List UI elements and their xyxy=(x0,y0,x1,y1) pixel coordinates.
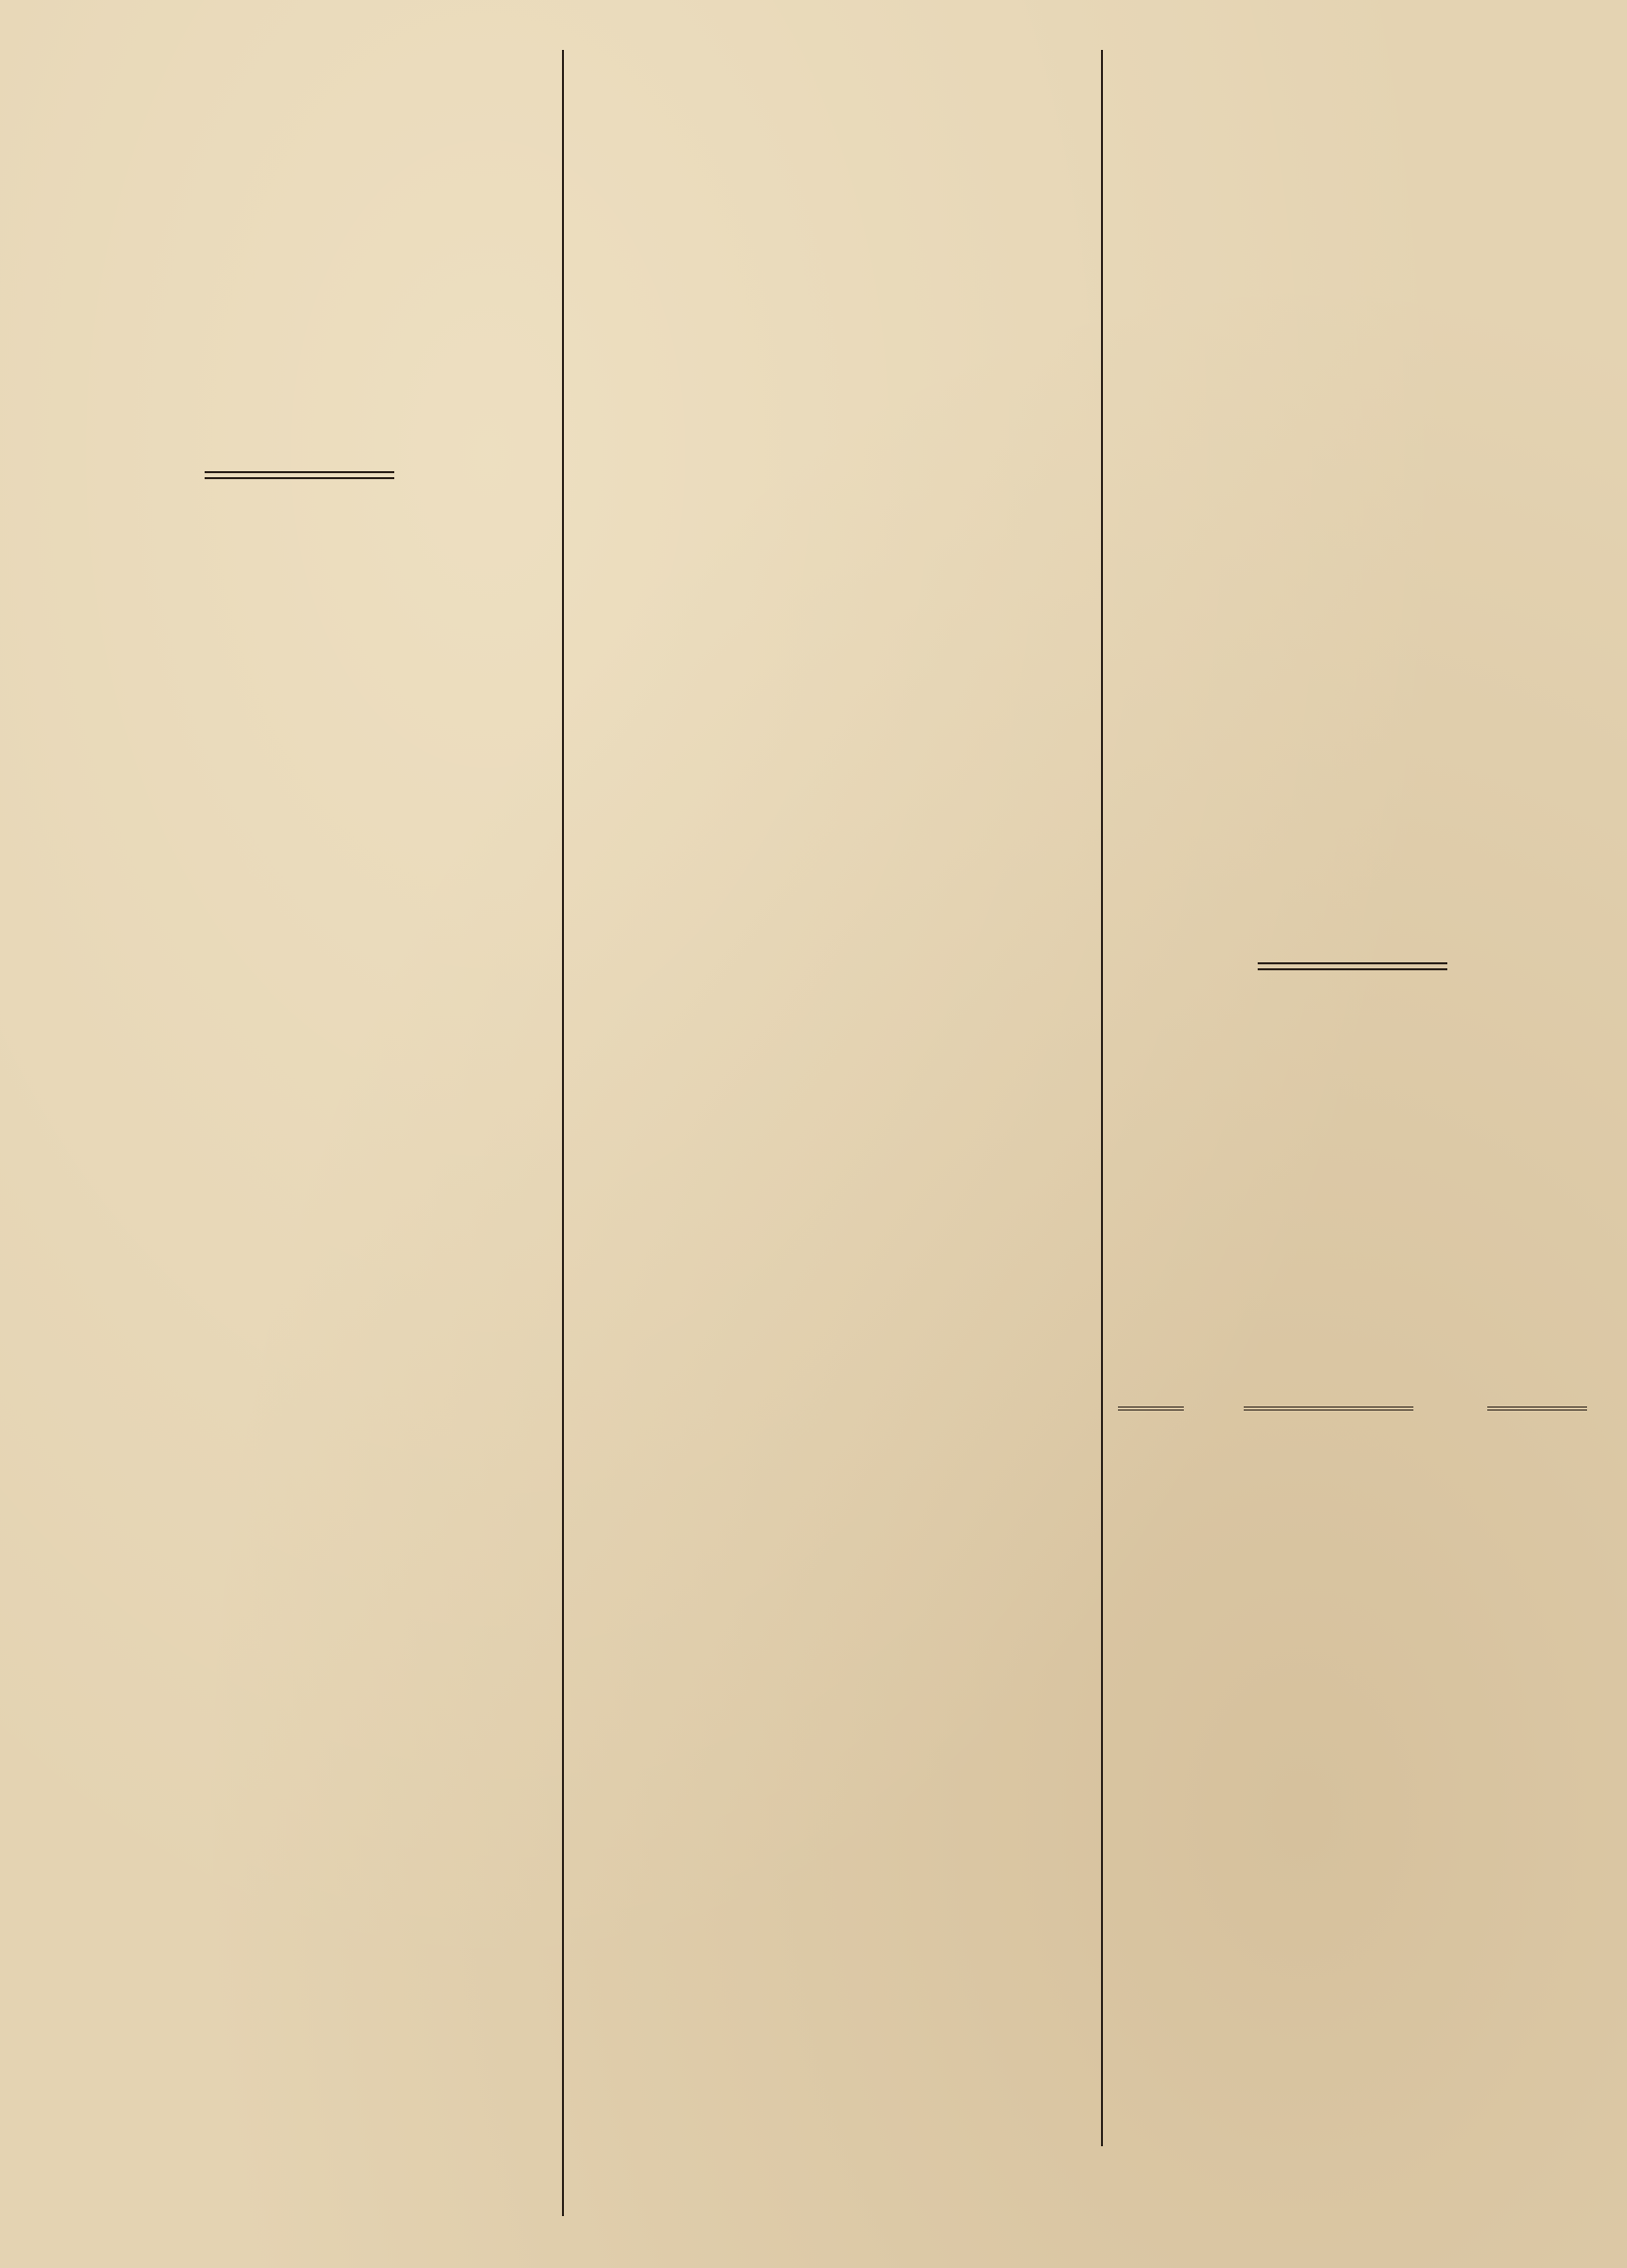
ornament-divider xyxy=(205,469,394,481)
table-header-vecindad xyxy=(1487,1403,1587,1411)
table-header-num xyxy=(1118,1403,1184,1411)
column-rule-left xyxy=(562,50,564,2216)
spacer xyxy=(1184,1403,1244,1411)
column-rule-right xyxy=(1101,50,1103,2146)
spacer xyxy=(1413,1403,1487,1411)
table-header xyxy=(1118,1403,1587,1411)
resumen-items-3 xyxy=(1114,1962,1587,1966)
table-header-name xyxy=(1244,1403,1413,1411)
ornament-divider xyxy=(1258,960,1447,972)
